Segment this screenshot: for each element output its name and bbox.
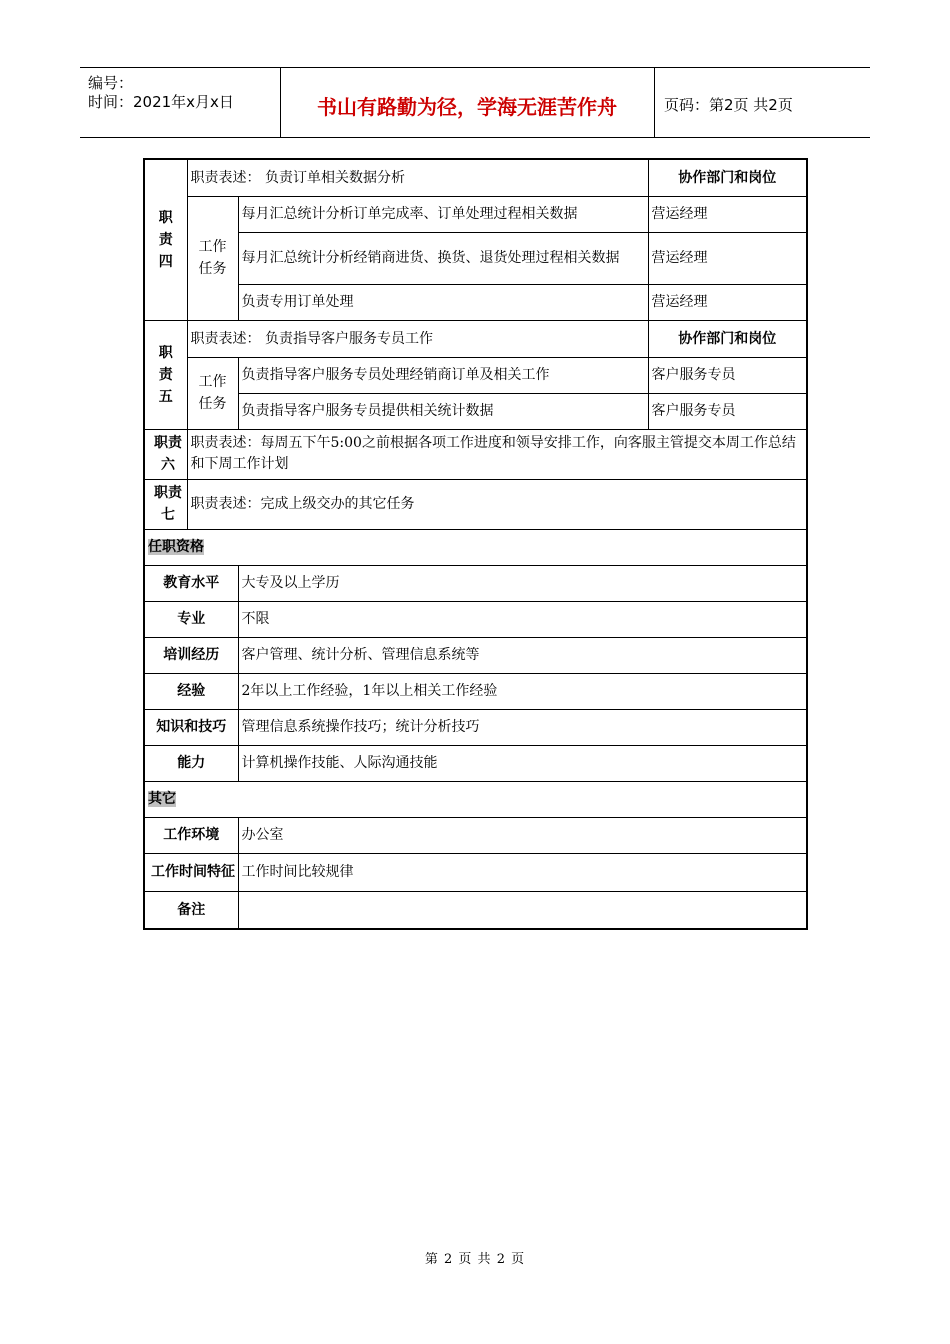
table-row — [144, 284, 807, 320]
duty5-task-dept: 客户服务专员 — [648, 357, 807, 393]
table-row — [144, 601, 807, 637]
time-label: 时间：2021年x月x日 — [88, 93, 234, 111]
work-time-label: 工作时间特征 — [144, 853, 238, 891]
table-row — [144, 745, 807, 781]
duty7-row — [144, 479, 807, 529]
work-time-value: 工作时间比较规律 — [238, 853, 807, 891]
table-row — [144, 565, 807, 601]
work-environment-label: 工作环境 — [144, 817, 238, 853]
duty4-task-label: 工作任务 — [187, 196, 238, 320]
duty7-description: 职责表述：完成上级交办的其它任务 — [187, 479, 807, 529]
duty6-row — [144, 429, 807, 479]
duty5-task-label: 工作任务 — [187, 357, 238, 429]
duty4-description-row — [144, 159, 807, 196]
duty4-collab-header: 协作部门和岗位 — [648, 159, 807, 196]
duty4-description: 职责表述： 负责订单相关数据分析 — [187, 159, 648, 196]
major-label: 专业 — [144, 601, 238, 637]
knowledge-value: 管理信息系统操作技巧；统计分析技巧 — [238, 709, 807, 745]
qualifications-section-row — [144, 529, 807, 565]
table-row — [144, 232, 807, 284]
table-row — [144, 357, 807, 393]
qualifications-section-title: 任职资格 — [144, 529, 807, 565]
duty6-title: 职责六 — [144, 429, 187, 479]
duty4-task-text: 每月汇总统计分析订单完成率、订单处理过程相关数据 — [238, 196, 648, 232]
duty5-collab-header: 协作部门和岗位 — [648, 320, 807, 357]
ability-value: 计算机操作技能、人际沟通技能 — [238, 745, 807, 781]
training-value: 客户管理、统计分析、管理信息系统等 — [238, 637, 807, 673]
code-label: 编号： — [88, 74, 134, 92]
duty5-title: 职责五 — [144, 320, 187, 429]
table-row — [144, 673, 807, 709]
duty5-task-text: 负责指导客户服务专员提供相关统计数据 — [238, 393, 648, 429]
duty7-title: 职责七 — [144, 479, 187, 529]
page-number-label: 页码：第2页 共2页 — [664, 96, 793, 114]
duty4-task-dept: 营运经理 — [648, 284, 807, 320]
duty4-task-text: 负责专用订单处理 — [238, 284, 648, 320]
other-section-title: 其它 — [144, 781, 807, 817]
experience-label: 经验 — [144, 673, 238, 709]
training-label: 培训经历 — [144, 637, 238, 673]
work-environment-value: 办公室 — [238, 817, 807, 853]
table-row — [144, 817, 807, 853]
job-description-table — [143, 158, 808, 930]
table-row — [144, 891, 807, 929]
remarks-value — [238, 891, 807, 929]
knowledge-label: 知识和技巧 — [144, 709, 238, 745]
major-value: 不限 — [238, 601, 807, 637]
remarks-label: 备注 — [144, 891, 238, 929]
ability-label: 能力 — [144, 745, 238, 781]
duty4-task-text: 每月汇总统计分析经销商进货、换货、退货处理过程相关数据 — [238, 232, 648, 284]
duty5-description: 职责表述： 负责指导客户服务专员工作 — [187, 320, 648, 357]
header-motto: 书山有路勤为径，学海无涯苦作舟 — [317, 95, 617, 119]
duty5-task-dept: 客户服务专员 — [648, 393, 807, 429]
duty4-title: 职责四 — [144, 159, 187, 320]
duty5-task-text: 负责指导客户服务专员处理经销商订单及相关工作 — [238, 357, 648, 393]
duty4-task-dept: 营运经理 — [648, 232, 807, 284]
education-value: 大专及以上学历 — [238, 565, 807, 601]
table-row — [144, 196, 807, 232]
education-label: 教育水平 — [144, 565, 238, 601]
page-footer: 第 2 页 共 2 页 — [424, 1252, 526, 1267]
table-row — [144, 853, 807, 891]
duty6-description: 职责表述：每周五下午5:00之前根据各项工作进度和领导安排工作，向客服主管提交本周工作总结和下周工作计划 — [187, 429, 807, 479]
experience-value: 2年以上工作经验，1年以上相关工作经验 — [238, 673, 807, 709]
page-header — [80, 67, 870, 138]
duty4-task-dept: 营运经理 — [648, 196, 807, 232]
table-row — [144, 393, 807, 429]
table-row — [144, 709, 807, 745]
header-divider — [654, 68, 655, 137]
other-section-row — [144, 781, 807, 817]
duty5-description-row — [144, 320, 807, 357]
table-row — [144, 637, 807, 673]
